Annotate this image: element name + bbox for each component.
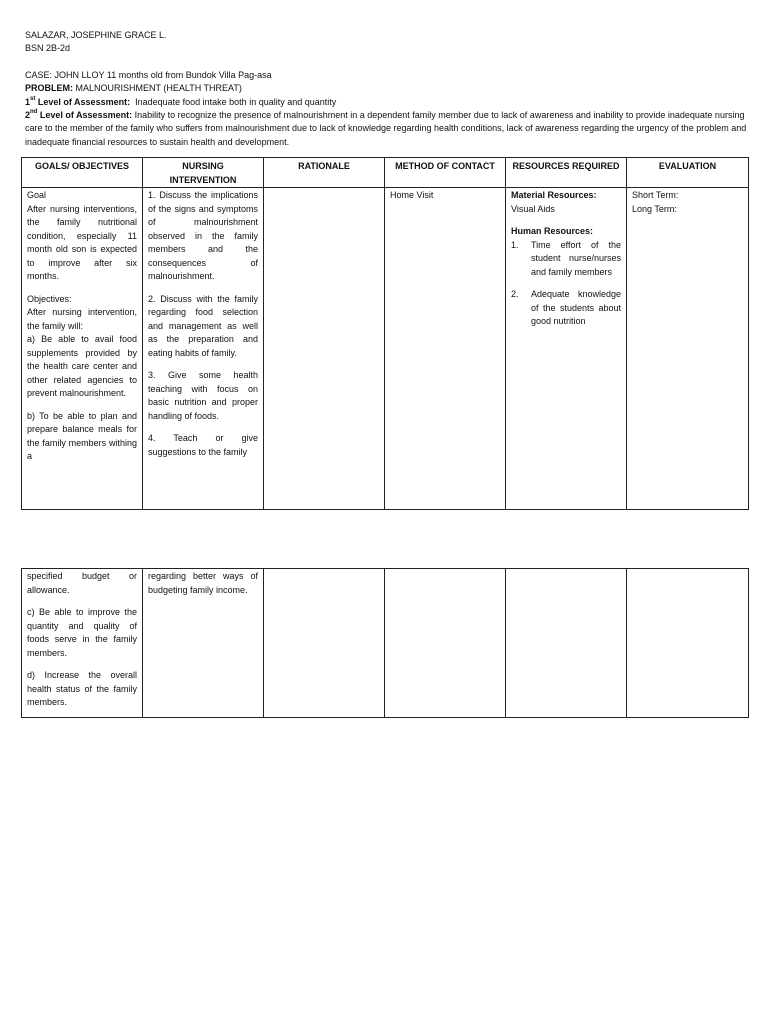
human-resource-2: 2. Adequate knowledge of the students about good nutrition [511, 289, 621, 326]
problem-line [25, 82, 747, 95]
intervention-4-continued: regarding better ways of budgeting family income. [148, 571, 258, 595]
problem-text: MALNOURISHMENT (HEALTH THREAT) [75, 83, 242, 94]
first-level-text: Inadequate food intake both in quality and quantity [135, 96, 337, 107]
document-header [25, 29, 747, 149]
rationale-cell-continued [264, 569, 385, 718]
objectives-label: Objectives: [27, 293, 72, 304]
intervention-cell [143, 188, 264, 510]
col-header-goals: GOALS/ OBJECTIVES [22, 158, 143, 188]
resources-cell [506, 188, 627, 510]
col-header-evaluation: EVALUATION [627, 158, 749, 188]
objective-b-continued: specified budget or allowance. [27, 571, 137, 595]
first-level-line [25, 96, 747, 109]
problem-label: PROBLEM: [25, 83, 73, 94]
case-line: CASE: JOHN LLOY 11 months old from Bundok Villa Pag-asa [25, 69, 272, 80]
intervention-2: 2. Discuss with the family regarding food selection and management as well as the preparation and eating habits of family. [148, 293, 258, 358]
care-plan-table-page2 [21, 568, 749, 718]
intervention-3: 3. Give some health teaching with focus on basic nutrition and proper handling of foods. [148, 370, 258, 421]
method-cell-continued [385, 569, 506, 718]
care-plan-table-page1 [21, 157, 749, 510]
intervention-cell-continued [143, 569, 264, 718]
col-header-method: METHOD OF CONTACT [385, 158, 506, 188]
long-term-label: Long Term: [632, 203, 677, 214]
objective-c: c) Be able to improve the quantity and quality of foods serve in the family members. [27, 607, 137, 658]
goal-label: Goal [27, 190, 47, 200]
material-resources-label: Material Resources: [511, 190, 597, 200]
goals-cell-continued [22, 569, 143, 718]
second-level-text: Inability to recognize the presence of malnourishment in a dependent family member due to lack of awareness and inability to provide inadequate nursing care to the member of the family who suffers from malnourishment due to lack of knowledge regarding health conditions, lack of awareness regarding the urgency of the problem and inadequate financial resources to sustain health and development. [25, 110, 747, 147]
method-of-contact: Home Visit [390, 190, 434, 200]
col-header-rationale: RATIONALE [264, 158, 385, 188]
evaluation-cell-continued [627, 569, 749, 718]
student-name: SALAZAR, JOSEPHINE GRACE L. [25, 30, 167, 40]
objective-d: d) Increase the overall health status of the family members. [27, 670, 137, 707]
human-resources-label: Human Resources: [511, 226, 594, 236]
human-resource-1: 1. Time effort of the student nurse/nurses and family members [511, 239, 621, 277]
second-level-label: 2nd Level of Assessment: [25, 109, 133, 121]
intervention-4: 4. Teach or give suggestions to the family [148, 433, 258, 457]
resources-cell-continued [506, 569, 627, 718]
intervention-1: 1. Discuss the implications of the signs and symptoms of malnourishment observed in the family members and the consequences of malnourishment. [148, 190, 258, 281]
objective-b: b) To be able to plan and prepare balance meals for the family members withing a [27, 410, 137, 461]
material-resources-item: Visual Aids [511, 203, 555, 214]
evaluation-cell [627, 188, 749, 510]
goal-text: After nursing interventions, the family nutritional condition, especially 11 month old son is expected to improve after six months. [27, 203, 137, 281]
objectives-intro: After nursing intervention, the family will: [27, 307, 137, 331]
first-level-label: 1st Level of Assessment: [25, 95, 131, 107]
col-header-intervention: NURSING INTERVENTION [143, 158, 264, 188]
objective-a: a) Be able to avail food supplements provided by the health care center and other related agencies to prevent malnourishment. [27, 334, 137, 398]
goals-cell [22, 188, 143, 510]
student-section: BSN 2B-2d [25, 43, 71, 54]
col-header-resources: RESOURCES REQUIRED [506, 158, 627, 188]
method-cell [385, 188, 506, 510]
second-level-line [25, 109, 747, 149]
short-term-label: Short Term: [632, 190, 679, 200]
rationale-cell [264, 188, 385, 510]
